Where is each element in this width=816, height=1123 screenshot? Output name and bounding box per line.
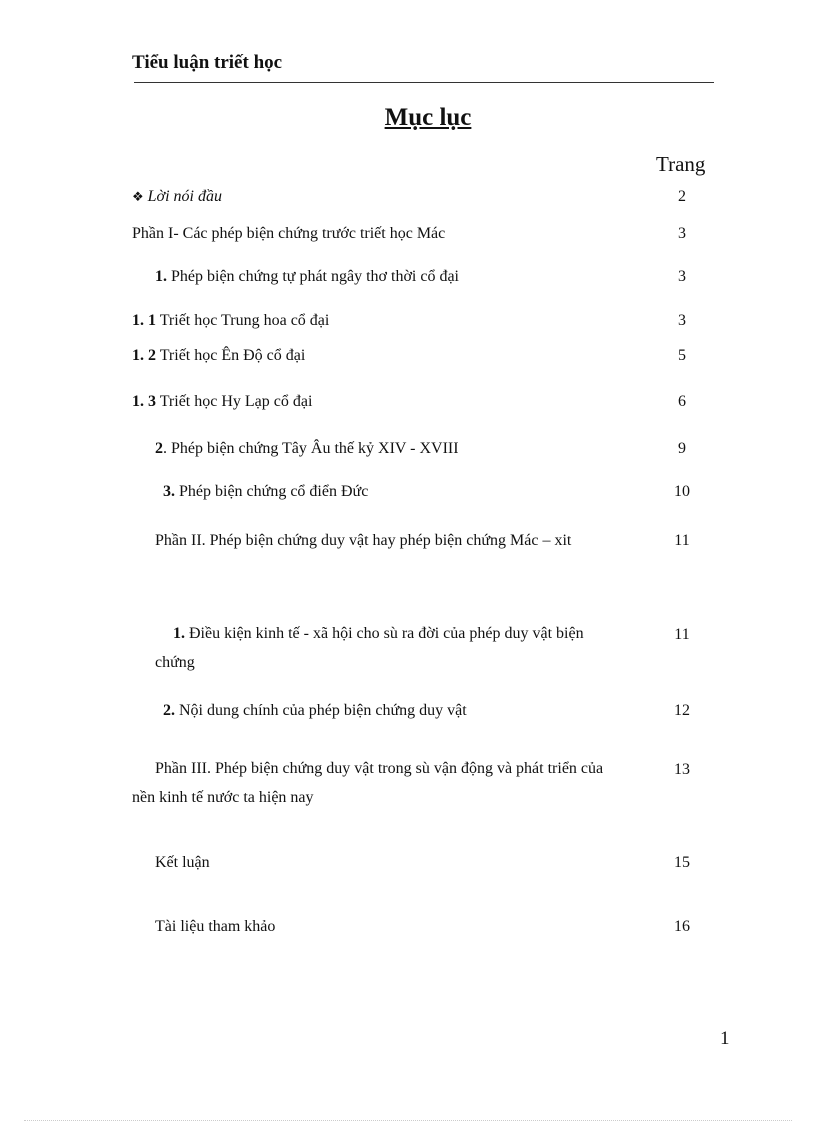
toc-entry-part-2-section-1[interactable] [155, 619, 625, 677]
toc-page-number: 13 [674, 761, 690, 778]
toc-page-number: 3 [678, 312, 686, 329]
toc-entry-part-2[interactable] [155, 532, 571, 550]
toc-entry-text: Điều kiện kinh tế - xã hội cho sù ra đời của phép duy vật biện chứng [155, 625, 584, 671]
toc-entry-text: Phần III. Phép biện chứng duy vật trong sù vận động và phát triển của nền kinh tế nước ta hiện nay [132, 760, 604, 806]
toc-page-number: 2 [678, 188, 686, 205]
page-column-header: Trang [656, 152, 706, 176]
toc-entry-text: Triết học Ên Độ cổ đại [156, 347, 306, 364]
toc-entry-number: 2. [163, 702, 175, 719]
toc-entry-text: . Phép biện chứng Tây Âu thế kỷ XIV - XVIII [163, 440, 459, 457]
toc-entry-text: Tài liệu tham khảo [155, 918, 276, 935]
toc-entry-part-3[interactable] [132, 754, 622, 812]
toc-page-number: 3 [678, 268, 686, 285]
toc-page-number: 5 [678, 347, 686, 364]
toc-entry-number: 1. 1 [132, 312, 156, 329]
toc-entry-text: Lời nói đầu [147, 188, 222, 205]
toc-entry-text: Phần I- Các phép biện chứng trước triết học Mác [132, 225, 446, 242]
toc-page-number: 9 [678, 440, 686, 457]
toc-entry-section-1-2[interactable] [132, 347, 305, 365]
diamond-bullet-icon: ❖ [132, 189, 144, 204]
toc-entry-text: Kết luận [155, 854, 210, 871]
page-bottom-edge [24, 1120, 792, 1121]
toc-entry-number: 1. 2 [132, 347, 156, 364]
toc-page-number: 15 [674, 854, 690, 871]
toc-entry-section-1-3[interactable] [132, 393, 312, 411]
toc-page-number: 6 [678, 393, 686, 410]
toc-page-number: 3 [678, 225, 686, 242]
toc-entry-section-3[interactable] [163, 483, 368, 501]
toc-entry-number: 3. [163, 483, 175, 500]
footer-page-number: 1 [720, 1028, 730, 1049]
toc-page-number: 10 [674, 483, 690, 500]
toc-entry-references[interactable] [155, 918, 275, 936]
toc-entry-conclusion[interactable] [155, 854, 210, 872]
toc-entry-part-1[interactable] [132, 225, 445, 243]
toc-entry-text: Triết học Trung hoa cổ đại [156, 312, 330, 329]
toc-entry-part-2-section-2[interactable] [163, 702, 467, 720]
toc-entry-section-2[interactable] [155, 440, 459, 458]
toc-entry-text: Nội dung chính của phép biện chứng duy vật [175, 702, 467, 719]
toc-entry-section-1-1[interactable] [132, 312, 329, 330]
toc-page-number: 16 [674, 918, 690, 935]
toc-entry-number: 1. [155, 268, 167, 285]
toc-page-number: 11 [674, 532, 690, 549]
running-header: Tiểu luận triết học [132, 52, 283, 73]
page-title: Mục lục [384, 104, 472, 131]
toc-page-number: 12 [674, 702, 690, 719]
toc-entry-section-1[interactable] [155, 268, 459, 286]
toc-entry-number: 2 [155, 440, 163, 457]
toc-entry-number: 1. 3 [132, 393, 156, 410]
toc-entry-text: Phép biện chứng tự phát ngây thơ thời cổ đại [167, 268, 459, 285]
toc-entry-text: Phép biện chứng cổ điển Đức [175, 483, 369, 500]
header-divider [134, 82, 714, 83]
toc-entry-preface[interactable] [132, 188, 222, 206]
toc-entry-text: Phần II. Phép biện chứng duy vật hay phép biện chứng Mác – xit [155, 532, 572, 549]
toc-entry-number: 1. [173, 625, 185, 642]
toc-entry-text: Triết học Hy Lạp cổ đại [156, 393, 313, 410]
toc-page-number: 11 [674, 626, 690, 643]
